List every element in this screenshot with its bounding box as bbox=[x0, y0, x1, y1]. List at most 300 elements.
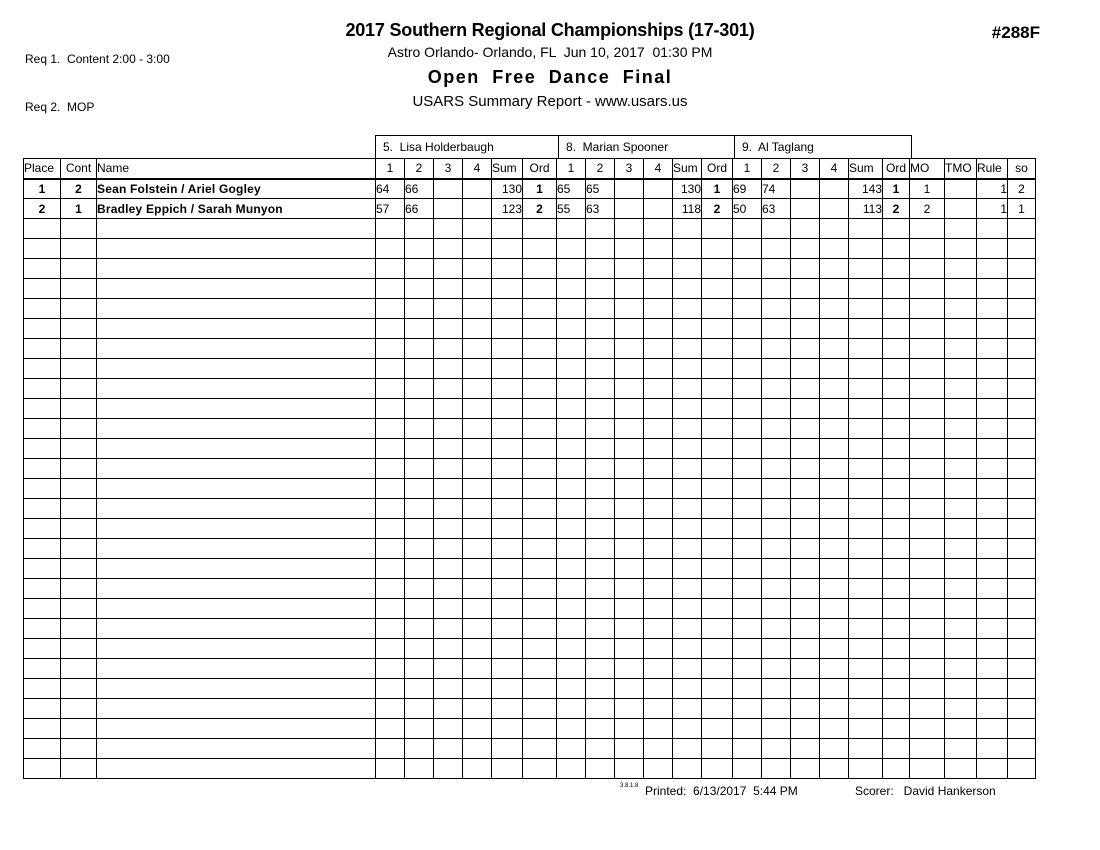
judge2-score4 bbox=[644, 279, 673, 299]
judge3-score1 bbox=[733, 599, 762, 619]
judge3-score2 bbox=[762, 579, 791, 599]
mo-cell bbox=[910, 379, 945, 399]
judge1-ordinal: 2 bbox=[523, 199, 557, 219]
mo-cell bbox=[910, 239, 945, 259]
empty-row bbox=[24, 479, 1036, 499]
judge2-ordinal bbox=[702, 479, 733, 499]
judge2-score3 bbox=[615, 659, 644, 679]
judge1-score2 bbox=[405, 619, 434, 639]
judge1-ordinal: 1 bbox=[523, 179, 557, 199]
rule-cell bbox=[977, 579, 1008, 599]
judge2-ordinal bbox=[702, 599, 733, 619]
judge3-score4 bbox=[820, 539, 849, 559]
judge3-score2 bbox=[762, 639, 791, 659]
rule-cell bbox=[977, 639, 1008, 659]
place-cell bbox=[24, 479, 61, 499]
empty-row bbox=[24, 279, 1036, 299]
judge2-ordinal bbox=[702, 319, 733, 339]
judge3-score3 bbox=[791, 539, 820, 559]
so-cell bbox=[1008, 519, 1036, 539]
tmo-cell bbox=[945, 399, 977, 419]
judge1-score4 bbox=[463, 759, 492, 779]
place-cell bbox=[24, 219, 61, 239]
judge1-score1 bbox=[376, 499, 405, 519]
judge2-score1 bbox=[557, 419, 586, 439]
judge3-sum bbox=[849, 319, 883, 339]
report-footer bbox=[0, 782, 1100, 802]
judge3-score4 bbox=[820, 559, 849, 579]
name-cell bbox=[97, 679, 376, 699]
judge3-score2 bbox=[762, 479, 791, 499]
empty-row bbox=[24, 759, 1036, 779]
mo-cell: 1 bbox=[910, 179, 945, 199]
cont-cell bbox=[61, 559, 97, 579]
place-cell bbox=[24, 439, 61, 459]
judge1-score1 bbox=[376, 639, 405, 659]
judge2-score1 bbox=[557, 659, 586, 679]
empty-row bbox=[24, 679, 1036, 699]
report-header bbox=[0, 20, 1100, 110]
rule-cell bbox=[977, 459, 1008, 479]
judge1-score3 bbox=[434, 599, 463, 619]
judge3-ordinal bbox=[883, 299, 910, 319]
judge1-score2 bbox=[405, 319, 434, 339]
judge3-sum bbox=[849, 739, 883, 759]
judge3-score1: 50 bbox=[733, 199, 762, 219]
empty-row bbox=[24, 419, 1036, 439]
col-header-judge2-sum: Sum bbox=[673, 159, 702, 179]
empty-row bbox=[24, 719, 1036, 739]
place-cell bbox=[24, 319, 61, 339]
judge1-score1 bbox=[376, 659, 405, 679]
judge2-sum bbox=[673, 359, 702, 379]
judge3-score3 bbox=[791, 239, 820, 259]
judge3-score3 bbox=[791, 719, 820, 739]
judge2-sum bbox=[673, 639, 702, 659]
judge3-score2: 74 bbox=[762, 179, 791, 199]
empty-row bbox=[24, 399, 1036, 419]
judge3-score2 bbox=[762, 279, 791, 299]
rule-cell bbox=[977, 739, 1008, 759]
judge3-score2 bbox=[762, 559, 791, 579]
judge1-score2 bbox=[405, 659, 434, 679]
tmo-cell bbox=[945, 659, 977, 679]
judge1-score3 bbox=[434, 259, 463, 279]
judge1-score2 bbox=[405, 339, 434, 359]
judge3-score1 bbox=[733, 559, 762, 579]
judge3-sum bbox=[849, 279, 883, 299]
judge1-score1 bbox=[376, 679, 405, 699]
judge3-score2 bbox=[762, 599, 791, 619]
judge3-score1 bbox=[733, 319, 762, 339]
judge1-score3 bbox=[434, 199, 463, 219]
name-cell: Bradley Eppich / Sarah Munyon bbox=[97, 199, 376, 219]
judge3-sum bbox=[849, 459, 883, 479]
empty-row bbox=[24, 699, 1036, 719]
judge1-ordinal bbox=[523, 539, 557, 559]
judge1-score4 bbox=[463, 699, 492, 719]
so-cell bbox=[1008, 439, 1036, 459]
judge2-score2 bbox=[586, 639, 615, 659]
name-cell bbox=[97, 699, 376, 719]
judge3-ordinal bbox=[883, 559, 910, 579]
judge1-score4 bbox=[463, 619, 492, 639]
judge1-ordinal bbox=[523, 279, 557, 299]
rule-cell bbox=[977, 539, 1008, 559]
judge3-score1 bbox=[733, 239, 762, 259]
judge2-sum: 118 bbox=[673, 199, 702, 219]
judge2-score4 bbox=[644, 179, 673, 199]
tmo-cell bbox=[945, 419, 977, 439]
judge3-score3 bbox=[791, 359, 820, 379]
judge1-sum bbox=[492, 759, 523, 779]
judge1-sum bbox=[492, 379, 523, 399]
judge2-score3 bbox=[615, 319, 644, 339]
judge3-score3 bbox=[791, 519, 820, 539]
judge3-score2 bbox=[762, 399, 791, 419]
judge1-score4 bbox=[463, 719, 492, 739]
judge3-sum bbox=[849, 539, 883, 559]
judge1-score3 bbox=[434, 279, 463, 299]
tmo-cell bbox=[945, 579, 977, 599]
judge2-score3 bbox=[615, 279, 644, 299]
judge3-score2 bbox=[762, 699, 791, 719]
judge2-sum bbox=[673, 579, 702, 599]
judge3-score1 bbox=[733, 479, 762, 499]
judge1-sum bbox=[492, 319, 523, 339]
judge1-ordinal bbox=[523, 519, 557, 539]
judge3-score3 bbox=[791, 639, 820, 659]
judge3-sum bbox=[849, 719, 883, 739]
judge1-score1 bbox=[376, 599, 405, 619]
judge3-sum bbox=[849, 399, 883, 419]
tmo-cell bbox=[945, 499, 977, 519]
judge3-ordinal bbox=[883, 399, 910, 419]
name-cell bbox=[97, 579, 376, 599]
place-cell bbox=[24, 359, 61, 379]
judge2-score2 bbox=[586, 519, 615, 539]
judge3-score2 bbox=[762, 299, 791, 319]
judge3-ordinal bbox=[883, 219, 910, 239]
rule-cell bbox=[977, 299, 1008, 319]
judge3-score2 bbox=[762, 539, 791, 559]
rule-cell: 1 bbox=[977, 199, 1008, 219]
judge2-score4 bbox=[644, 639, 673, 659]
so-cell bbox=[1008, 599, 1036, 619]
judge1-score2: 66 bbox=[405, 199, 434, 219]
judge1-score4 bbox=[463, 319, 492, 339]
judge1-sum bbox=[492, 579, 523, 599]
tmo-cell bbox=[945, 239, 977, 259]
judge2-score3 bbox=[615, 499, 644, 519]
report-type-line: USARS Summary Report - www.usars.us bbox=[412, 93, 688, 110]
judge2-ordinal bbox=[702, 679, 733, 699]
tmo-cell bbox=[945, 199, 977, 219]
judge1-ordinal bbox=[523, 699, 557, 719]
judge3-score1 bbox=[733, 539, 762, 559]
name-cell bbox=[97, 499, 376, 519]
judge2-sum bbox=[673, 619, 702, 639]
judge3-ordinal: 2 bbox=[883, 199, 910, 219]
place-cell bbox=[24, 739, 61, 759]
mo-cell bbox=[910, 479, 945, 499]
judge2-score3 bbox=[615, 179, 644, 199]
empty-row bbox=[24, 559, 1036, 579]
judge3-ordinal bbox=[883, 539, 910, 559]
judge2-ordinal bbox=[702, 459, 733, 479]
judge2-score4 bbox=[644, 499, 673, 519]
judge2-sum bbox=[673, 499, 702, 519]
empty-row bbox=[24, 459, 1036, 479]
judge2-sum bbox=[673, 319, 702, 339]
mo-cell bbox=[910, 419, 945, 439]
judge1-score3 bbox=[434, 639, 463, 659]
judge2-sum bbox=[673, 419, 702, 439]
judge2-score3 bbox=[615, 379, 644, 399]
judge1-score4 bbox=[463, 519, 492, 539]
judge1-score3 bbox=[434, 359, 463, 379]
cont-cell bbox=[61, 399, 97, 419]
name-cell bbox=[97, 739, 376, 759]
judge1-ordinal bbox=[523, 499, 557, 519]
judge1-score4 bbox=[463, 599, 492, 619]
judge1-ordinal bbox=[523, 379, 557, 399]
judge2-sum bbox=[673, 439, 702, 459]
place-cell bbox=[24, 639, 61, 659]
judge3-score3 bbox=[791, 299, 820, 319]
judge2-score3 bbox=[615, 239, 644, 259]
judge1-score4 bbox=[463, 479, 492, 499]
judge3-score4 bbox=[820, 739, 849, 759]
mo-cell bbox=[910, 559, 945, 579]
judge1-score3 bbox=[434, 699, 463, 719]
judge1-score3 bbox=[434, 419, 463, 439]
judge1-ordinal bbox=[523, 299, 557, 319]
place-cell bbox=[24, 759, 61, 779]
cont-cell bbox=[61, 459, 97, 479]
judge2-score1 bbox=[557, 499, 586, 519]
tmo-cell bbox=[945, 359, 977, 379]
name-cell bbox=[97, 439, 376, 459]
col-header-place: Place bbox=[24, 159, 61, 179]
mo-cell bbox=[910, 619, 945, 639]
tmo-cell bbox=[945, 379, 977, 399]
judge1-score3 bbox=[434, 759, 463, 779]
judge2-score2 bbox=[586, 399, 615, 419]
so-cell bbox=[1008, 719, 1036, 739]
name-cell bbox=[97, 259, 376, 279]
judge2-score2 bbox=[586, 239, 615, 259]
judge2-sum bbox=[673, 279, 702, 299]
judge2-ordinal bbox=[702, 699, 733, 719]
judge2-score2 bbox=[586, 419, 615, 439]
judge3-sum bbox=[849, 299, 883, 319]
judge2-sum bbox=[673, 519, 702, 539]
judge3-sum bbox=[849, 619, 883, 639]
judge1-score1 bbox=[376, 759, 405, 779]
judge1-ordinal bbox=[523, 619, 557, 639]
judge2-sum bbox=[673, 259, 702, 279]
tmo-cell bbox=[945, 759, 977, 779]
judge2-score3 bbox=[615, 699, 644, 719]
judge2-ordinal bbox=[702, 539, 733, 559]
judge3-score4 bbox=[820, 259, 849, 279]
tmo-cell bbox=[945, 639, 977, 659]
judge3-score4 bbox=[820, 239, 849, 259]
judge2-score4 bbox=[644, 539, 673, 559]
judge-header-2: 8. Marian Spooner bbox=[558, 135, 735, 159]
name-cell bbox=[97, 239, 376, 259]
judge2-ordinal bbox=[702, 759, 733, 779]
so-cell bbox=[1008, 739, 1036, 759]
judge1-score1: 57 bbox=[376, 199, 405, 219]
judge1-score2 bbox=[405, 499, 434, 519]
place-cell bbox=[24, 339, 61, 359]
judge1-sum bbox=[492, 699, 523, 719]
judge2-score1 bbox=[557, 739, 586, 759]
judge1-score2 bbox=[405, 299, 434, 319]
judge3-sum bbox=[849, 499, 883, 519]
judge3-score2 bbox=[762, 219, 791, 239]
judge1-score2 bbox=[405, 539, 434, 559]
judge3-score2 bbox=[762, 379, 791, 399]
judge2-ordinal bbox=[702, 659, 733, 679]
cont-cell bbox=[61, 239, 97, 259]
judge1-score2 bbox=[405, 579, 434, 599]
mo-cell bbox=[910, 339, 945, 359]
judge1-score3 bbox=[434, 459, 463, 479]
judge3-ordinal bbox=[883, 339, 910, 359]
judge3-score4 bbox=[820, 619, 849, 639]
judge3-ordinal bbox=[883, 439, 910, 459]
judge1-score1 bbox=[376, 719, 405, 739]
cont-cell bbox=[61, 579, 97, 599]
name-cell bbox=[97, 599, 376, 619]
name-cell bbox=[97, 399, 376, 419]
rule-cell bbox=[977, 759, 1008, 779]
tmo-cell bbox=[945, 599, 977, 619]
judge2-score2 bbox=[586, 479, 615, 499]
col-header-judge1-3: 3 bbox=[434, 159, 463, 179]
judge2-score1 bbox=[557, 479, 586, 499]
judge2-score2: 65 bbox=[586, 179, 615, 199]
judge3-score4 bbox=[820, 599, 849, 619]
rule-cell bbox=[977, 659, 1008, 679]
judge1-score4 bbox=[463, 559, 492, 579]
cont-cell bbox=[61, 539, 97, 559]
judge3-sum: 143 bbox=[849, 179, 883, 199]
col-header-judge1-ord: Ord bbox=[523, 159, 557, 179]
rule-cell bbox=[977, 399, 1008, 419]
name-cell bbox=[97, 379, 376, 399]
judge1-score2 bbox=[405, 759, 434, 779]
judge2-score1 bbox=[557, 359, 586, 379]
judge3-ordinal: 1 bbox=[883, 179, 910, 199]
judge1-score4 bbox=[463, 199, 492, 219]
empty-row bbox=[24, 619, 1036, 639]
judge1-sum bbox=[492, 299, 523, 319]
judge3-score1 bbox=[733, 679, 762, 699]
judge1-score3 bbox=[434, 439, 463, 459]
judge3-score3 bbox=[791, 199, 820, 219]
judge1-ordinal bbox=[523, 679, 557, 699]
judge1-score4 bbox=[463, 659, 492, 679]
judge1-score3 bbox=[434, 739, 463, 759]
judge1-score1 bbox=[376, 699, 405, 719]
judge1-score1 bbox=[376, 739, 405, 759]
judge3-score2 bbox=[762, 419, 791, 439]
judge1-score3 bbox=[434, 179, 463, 199]
judge3-sum bbox=[849, 679, 883, 699]
judge1-score1 bbox=[376, 299, 405, 319]
so-cell bbox=[1008, 459, 1036, 479]
judge2-score4 bbox=[644, 659, 673, 679]
rule-cell bbox=[977, 419, 1008, 439]
judge1-score2 bbox=[405, 379, 434, 399]
judge1-sum bbox=[492, 499, 523, 519]
judge1-ordinal bbox=[523, 459, 557, 479]
judge1-sum bbox=[492, 339, 523, 359]
judge3-score4 bbox=[820, 639, 849, 659]
mo-cell bbox=[910, 659, 945, 679]
judge2-score2 bbox=[586, 499, 615, 519]
judge2-score3 bbox=[615, 519, 644, 539]
judge1-score4 bbox=[463, 359, 492, 379]
judge2-ordinal bbox=[702, 559, 733, 579]
cont-cell bbox=[61, 599, 97, 619]
judge3-score3 bbox=[791, 499, 820, 519]
col-header-cont: Cont bbox=[61, 159, 97, 179]
judge1-score4 bbox=[463, 399, 492, 419]
so-cell bbox=[1008, 679, 1036, 699]
place-cell bbox=[24, 419, 61, 439]
rule-cell bbox=[977, 359, 1008, 379]
judge3-ordinal bbox=[883, 759, 910, 779]
judge-header-1: 5. Lisa Holderbaugh bbox=[375, 135, 559, 159]
judge2-score2 bbox=[586, 359, 615, 379]
judge2-sum bbox=[673, 739, 702, 759]
column-header-row bbox=[24, 159, 1036, 179]
judge1-ordinal bbox=[523, 759, 557, 779]
judge2-score1 bbox=[557, 759, 586, 779]
judge3-score3 bbox=[791, 659, 820, 679]
judge1-ordinal bbox=[523, 359, 557, 379]
empty-row bbox=[24, 239, 1036, 259]
tmo-cell bbox=[945, 319, 977, 339]
judge2-score3 bbox=[615, 479, 644, 499]
col-header-judge3-ord: Ord bbox=[883, 159, 910, 179]
judge2-score3 bbox=[615, 619, 644, 639]
col-header-judge2-2: 2 bbox=[586, 159, 615, 179]
judge1-score2 bbox=[405, 399, 434, 419]
judge2-score1 bbox=[557, 439, 586, 459]
judge1-ordinal bbox=[523, 639, 557, 659]
judge1-ordinal bbox=[523, 739, 557, 759]
judge1-score1 bbox=[376, 319, 405, 339]
judge1-score1 bbox=[376, 479, 405, 499]
judge1-score3 bbox=[434, 719, 463, 739]
judge1-sum bbox=[492, 719, 523, 739]
judge3-score4 bbox=[820, 359, 849, 379]
rule-cell bbox=[977, 279, 1008, 299]
judge3-score4 bbox=[820, 519, 849, 539]
judge2-score2 bbox=[586, 719, 615, 739]
judge1-score4 bbox=[463, 679, 492, 699]
place-cell: 1 bbox=[24, 179, 61, 199]
mo-cell bbox=[910, 699, 945, 719]
col-header-judge1-2: 2 bbox=[405, 159, 434, 179]
judge3-sum bbox=[849, 239, 883, 259]
